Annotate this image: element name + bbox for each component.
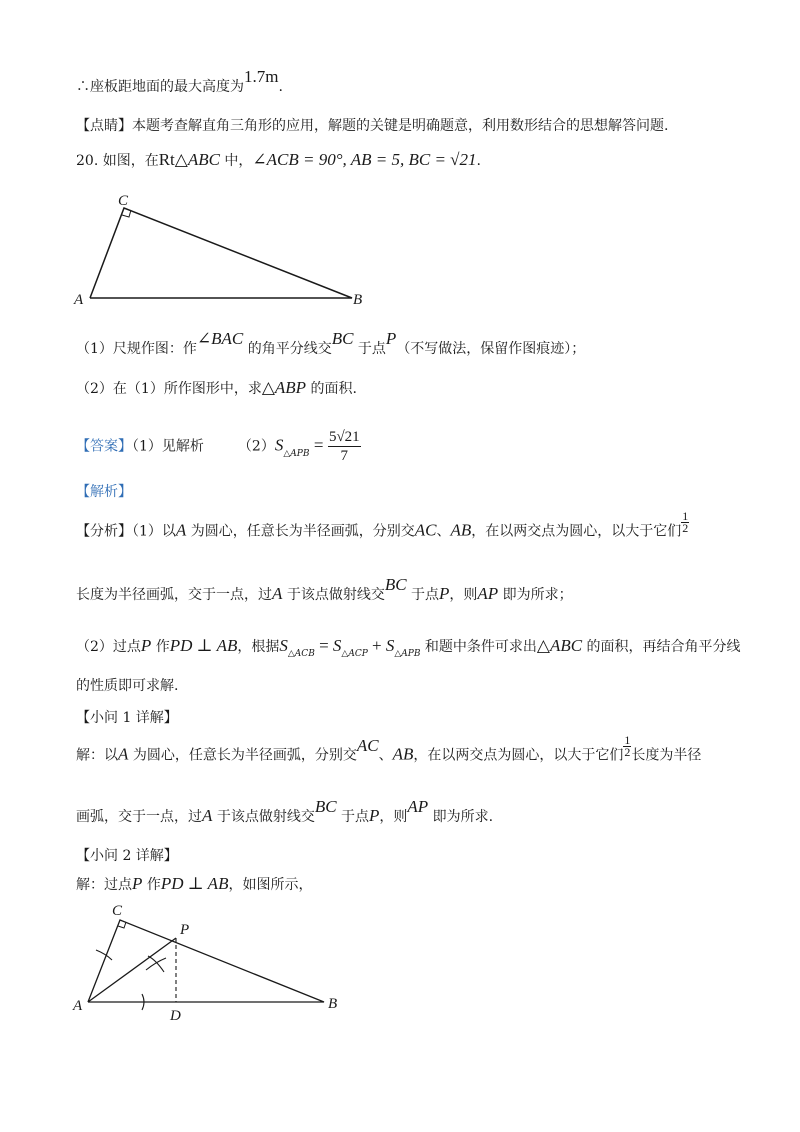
triangle-abp: △ABP (261, 378, 307, 397)
arc-intersection-1 (148, 956, 164, 972)
numerator: 1 (624, 733, 631, 747)
triangle-figure-1 (70, 190, 370, 310)
text: 中， (219, 153, 253, 169)
area-symbol: S (385, 636, 395, 655)
label-a: A (74, 292, 84, 308)
answer-line (76, 428, 361, 465)
text: 的面积，再结合角平分线 (582, 639, 741, 655)
problem-20-statement (76, 150, 481, 171)
segment-ap: AP (407, 797, 429, 816)
text: 于该点做射线交 (282, 587, 385, 603)
answer-label: 【答案】 (76, 438, 132, 455)
area-symbol: S (279, 636, 288, 655)
sub-question-2-header: 【小问 2 详解】 (76, 848, 178, 864)
area-symbol: S (274, 435, 284, 455)
arc-intersection-2 (146, 958, 166, 970)
analysis-line-4: 的性质即可求解. (76, 678, 179, 694)
segment-ab: AB (450, 520, 472, 540)
solution-1-line-1 (76, 733, 702, 767)
text: ，在以两交点为圆心，以大于它们 (413, 747, 624, 764)
triangle-name: ABC (187, 150, 220, 169)
text: ，则 (379, 809, 408, 825)
text: （2）过点 (76, 639, 141, 655)
text: 解：以 (76, 747, 118, 764)
label-c: C (112, 903, 123, 919)
text: 长度为半径 (631, 747, 702, 764)
label-c: C (118, 193, 129, 209)
rt-triangle-symbol: Rt△ (158, 150, 188, 169)
dianjing-line (76, 116, 668, 136)
text: 【分析】（1）以 (76, 523, 176, 540)
conclusion-text: ∴座板距地面的最大高度为 (76, 79, 244, 95)
answer-fraction (328, 428, 361, 465)
area-subscript: △APB (283, 448, 310, 459)
text: 的角平分线交 (243, 341, 332, 357)
segment-bc: BC (331, 329, 354, 348)
conclusion-line (76, 67, 283, 97)
period: . (278, 79, 283, 95)
segment-ac: AC (356, 735, 379, 755)
plus: + (367, 636, 386, 655)
solution-1-line-2 (76, 797, 494, 827)
text: 为圆心，任意长为半径画弧，分别交 (128, 747, 357, 764)
analysis-line-3 (76, 636, 741, 659)
text: 即为所求. (428, 809, 494, 825)
question-2 (76, 378, 357, 399)
given-conditions: ∠ACB = 90°, AB = 5, BC = √21 (252, 150, 477, 169)
perpendicular-pd: PD ⊥ AB (169, 636, 238, 655)
label-a: A (73, 998, 83, 1014)
point-p: P (140, 636, 152, 655)
construction-figure-2 (70, 898, 360, 1028)
text: （不写做法，保留作图痕迹）； (396, 341, 586, 357)
period: . (476, 153, 481, 169)
text: 作 (142, 877, 161, 893)
segment-bc: BC (384, 575, 407, 594)
problem-number: 20. 如图，在 (76, 153, 159, 169)
point-p: P (132, 874, 143, 893)
text: 作 (151, 639, 170, 655)
label-b: B (353, 292, 363, 308)
dianjing-text: 【点睛】本题考查解直角三角形的应用，解题的关键是明确题意，利用数形结合的思想解答问题. (76, 118, 669, 134)
point-p: P (385, 329, 397, 348)
triangle-abc (90, 208, 352, 298)
text: ，根据 (237, 639, 280, 655)
area-subscript: △ACP (341, 649, 368, 659)
equals: = (313, 435, 324, 455)
segment-ap: AP (477, 584, 499, 603)
analysis-line-2 (76, 575, 573, 605)
point-a: A (175, 520, 187, 540)
point-a: A (202, 806, 213, 825)
text: （2）在（1）所作图形中，求 (76, 381, 262, 397)
label-d: D (170, 1008, 181, 1024)
denominator: 2 (682, 521, 689, 535)
half-fraction (623, 735, 631, 758)
sub-question-1-header: 【小问 1 详解】 (76, 710, 178, 726)
denominator: 2 (624, 745, 631, 759)
point-a: A (118, 744, 129, 764)
arc-mark-ac (96, 950, 112, 960)
half-fraction (681, 511, 689, 534)
triangle-abc: △ABC (536, 636, 583, 655)
text: ，则 (449, 587, 478, 603)
area-subscript: △ACB (287, 649, 315, 659)
perpendicular-pd: PD ⊥ AB (160, 874, 229, 893)
text: 于点 (336, 809, 370, 825)
solution-2-line-1 (76, 874, 312, 895)
text: 于点 (353, 341, 386, 357)
text: 和题中条件可求出 (420, 639, 537, 655)
question-1 (76, 329, 586, 359)
text: 于点 (406, 587, 440, 603)
analysis-line-1 (76, 509, 689, 543)
text: 的面积. (306, 381, 357, 397)
point-p: P (369, 806, 380, 825)
area-symbol: S (332, 636, 342, 655)
text: 、 (378, 747, 393, 764)
text: 解：过点 (76, 877, 132, 893)
area-subscript: △APB (394, 649, 421, 659)
text: 长度为半径画弧，交于一点，过 (76, 587, 272, 603)
answer-1: （1）见解析 (132, 438, 204, 455)
answer-2-label: （2） (237, 438, 275, 455)
max-height-value: 1.7m (244, 67, 279, 86)
jiexi-label: 【解析】 (76, 484, 132, 500)
numerator: 1 (682, 509, 689, 523)
segment-bc: BC (314, 797, 337, 816)
label-p: P (180, 922, 190, 938)
numerator: 5√21 (328, 429, 360, 445)
point-a: A (272, 584, 283, 603)
denominator: 7 (340, 448, 349, 464)
angle-bac: ∠BAC (196, 329, 244, 348)
triangle-abc (88, 920, 324, 1002)
text: 、 (436, 523, 451, 540)
text: 画弧，交于一点，过 (76, 809, 202, 825)
text: ，在以两交点为圆心，以大于它们 (471, 523, 682, 540)
segment-ab: AB (392, 744, 414, 764)
point-p: P (439, 584, 450, 603)
text: 于该点做射线交 (212, 809, 315, 825)
text: 即为所求； (498, 587, 573, 603)
text: （1）尺规作图：作 (76, 341, 197, 357)
label-b: B (328, 996, 338, 1012)
text: ，如图所示， (228, 877, 313, 893)
segment-ac: AC (414, 520, 437, 540)
text: 为圆心，任意长为半径画弧，分别交 (186, 523, 415, 540)
equals: = (314, 636, 333, 655)
